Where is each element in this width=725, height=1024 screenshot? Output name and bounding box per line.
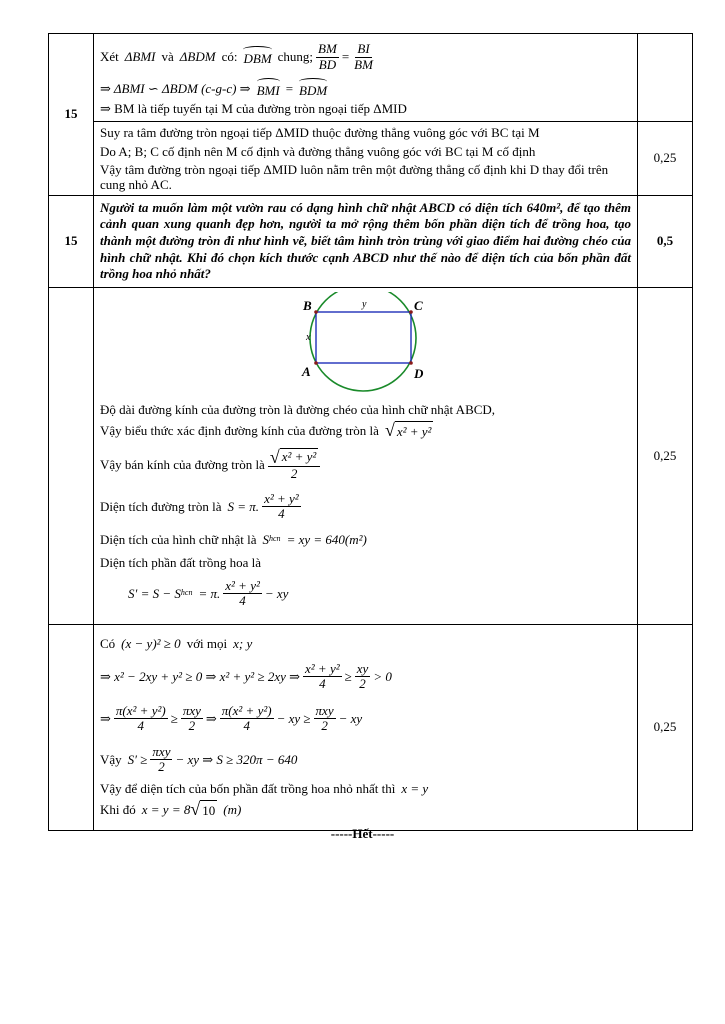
solution-part-1: [94, 287, 638, 624]
label-a: A: [301, 363, 311, 379]
math: ⇒ x² − 2xy + y² ≥ 0 ⇒ x² + y² ≥ 2xy ⇒: [100, 669, 301, 685]
end-marker: -----Hết-----: [330, 826, 395, 841]
math: ≥: [170, 711, 178, 727]
math: x = y: [401, 780, 429, 796]
sqrt-expression: √ x² + y²: [384, 420, 432, 441]
table-row: [49, 34, 693, 122]
text: Diện tích đường tròn là: [100, 499, 222, 515]
text: Vậy biểu thức xác định đường kính của đường tròn là: [100, 423, 379, 439]
math: x; y: [233, 636, 253, 652]
text: Vậy tâm đường tròn ngoại tiếp ΔMID luôn nằm trên một đường thẳng cố định khi D thay đổi trên cung nhỏ AC.: [100, 161, 609, 193]
similarity-line: ⇒ ΔBMI ∽ ΔBDM (c-g-c) ⇒: [100, 81, 251, 96]
problem-statement: [94, 195, 638, 287]
fraction: $\frac{\text{πxy}}{2}$: [315, 703, 334, 734]
math: (x − y)² ≥ 0: [121, 636, 181, 652]
text: chung;: [277, 49, 314, 65]
math: ≥: [344, 669, 352, 685]
math: x = y = 8: [141, 802, 191, 818]
text: và: [161, 49, 174, 65]
math: ⇒: [205, 711, 217, 727]
text: Diện tích của hình chữ nhật là: [100, 532, 257, 548]
sqrt-expression: √ 10: [190, 799, 216, 820]
equals: =: [285, 81, 294, 96]
score: 0,5: [638, 195, 693, 287]
table-row: [49, 121, 693, 195]
proof-cell-bottom: [94, 121, 638, 195]
score-cell-empty: [638, 34, 693, 122]
fraction: $\frac{\text{x² + y²}}{4}$: [225, 578, 260, 609]
fraction: $\frac{\text{π(x² + y²)}}{4}$: [115, 703, 166, 734]
fraction: $\frac{BM}{BD}$: [318, 41, 337, 72]
proof-cell-top: [94, 34, 638, 122]
math: S = π.: [227, 499, 260, 515]
table-row: [49, 287, 693, 624]
math: − xy: [264, 586, 289, 602]
fraction: $\frac{\text{πxy}}{2}$: [152, 744, 171, 775]
text: Do A; B; C cố định nên M cố định và đường thẳng vuông góc với BC tại M cố định: [100, 144, 536, 160]
rectangle-shape: [316, 312, 411, 363]
solution-part-2: [94, 624, 638, 830]
fraction: $\frac{BI}{BM}$: [354, 41, 373, 72]
angle: BMI: [257, 78, 280, 100]
score: 0,25: [638, 121, 693, 195]
math: ⇒: [100, 711, 111, 727]
text: Suy ra tâm đường tròn ngoại tiếp ΔMID thuộc đường thẳng vuông góc với BC tại M: [100, 125, 540, 141]
angle: BDM: [299, 78, 327, 100]
fraction: $\frac{\text{π(x² + y²)}}{4}$: [221, 703, 272, 734]
subscript: hcn: [180, 588, 193, 598]
triangle: ΔBMI: [124, 49, 156, 65]
unit: (m): [223, 802, 242, 818]
triangle: ΔBDM: [179, 49, 216, 65]
text: Vậy bán kính của đường tròn là: [100, 457, 265, 473]
angle: DBM: [243, 46, 271, 68]
math: S: [262, 532, 269, 548]
math: = xy = 640(m²): [286, 532, 367, 548]
text: Có: [100, 636, 116, 652]
label-y: y: [361, 298, 366, 310]
math: − xy ≥: [276, 711, 311, 727]
subscript: hcn: [269, 534, 281, 544]
label-d: D: [413, 365, 423, 381]
text: có:: [221, 49, 238, 65]
question-number: 15: [49, 195, 94, 287]
fraction: $\frac{xy}{2}$: [356, 661, 369, 692]
text: Độ dài đường kính của đường tròn là đường chéo của hình chữ nhật ABCD,: [100, 401, 496, 417]
problem-text: Người ta muốn làm một vườn rau có dạng hình chữ nhật ABCD có diện tích 640m², để tạo thêm cảnh quan xung quanh đẹp hơn, người ta mở rộng thêm bốn phần diện tích để trồng hoa, tạo thành một đường tròn đi như hình vẽ, biết tâm hình tròn trùng với giao điểm hai đường chéo của hình chữ nhật. Khi đó chọn kích thước cạnh ABCD như thế nào để diện tích của bốn phần đất trồng hoa nhỏ nhất?: [100, 199, 631, 282]
fraction: $\frac{\text{x² + y²}}{4}$: [305, 661, 340, 692]
math: S′ = S − S: [128, 586, 181, 602]
score: 0,25: [638, 624, 693, 830]
label-b: B: [302, 297, 312, 313]
text: Diện tích phần đất trồng hoa là: [100, 554, 262, 570]
label-c: C: [413, 297, 423, 313]
empty-cell: [49, 624, 94, 830]
table-row: [49, 195, 693, 287]
label-x: x: [305, 331, 310, 343]
text: với mọi: [186, 636, 228, 652]
text: Vậy: [100, 752, 122, 768]
fraction: √ x² + y² 2: [268, 448, 321, 481]
equals: =: [341, 49, 350, 65]
fraction: $\frac{\text{x² + y²}}{4}$: [264, 491, 299, 522]
empty-cell: [49, 287, 94, 624]
tangent-line-text: ⇒ BM là tiếp tuyến tại M của đường tròn ngoại tiếp ΔMID: [100, 101, 407, 117]
fraction: $\frac{\text{πxy}}{2}$: [182, 703, 201, 734]
question-number: 15: [49, 34, 94, 196]
math: S′ ≥: [127, 752, 148, 768]
text: Khi đó: [100, 802, 136, 818]
circle-rectangle-diagram: [94, 288, 637, 392]
math: − xy: [338, 711, 363, 727]
text: Vậy để diện tích của bốn phần đất trồng hoa nhỏ nhất thì: [100, 780, 396, 796]
text: Xét: [100, 49, 119, 65]
math: > 0: [373, 669, 392, 685]
math: − xy ⇒ S ≥ 320π − 640: [175, 752, 298, 768]
table-row: [49, 624, 693, 830]
score: 0,25: [638, 287, 693, 624]
math: = π.: [198, 586, 221, 602]
solution-table: [48, 33, 693, 831]
